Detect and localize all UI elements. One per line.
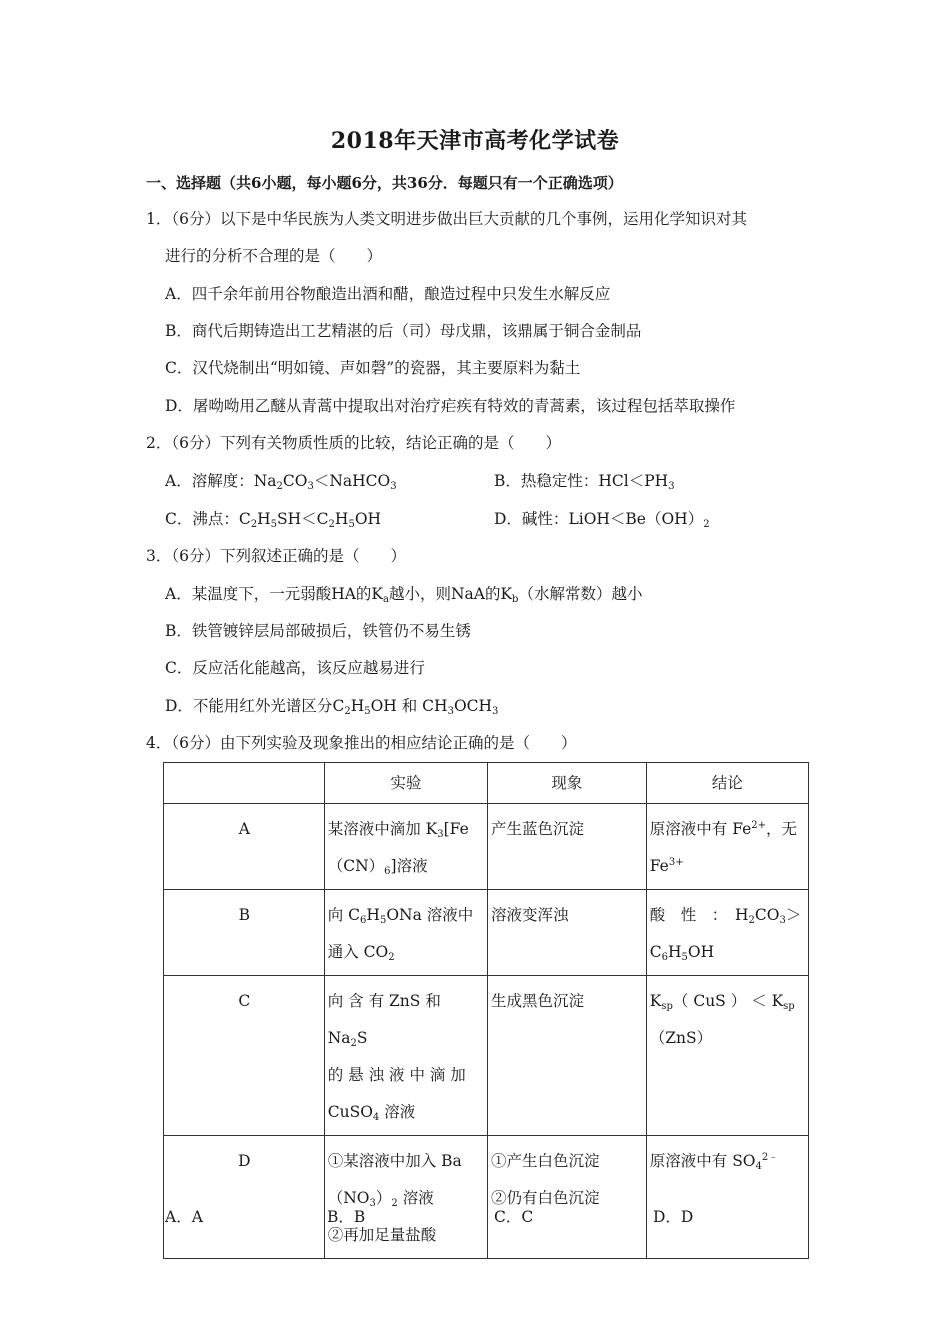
q1-option-c: C．汉代烧制出“明如镜、声如磬”的瓷器，其主要原料为黏土 [165,359,581,377]
q1-option-b: B．商代后期铸造出工艺精湛的后（司）母戊鼎，该鼎属于铜合金制品 [165,322,642,340]
q2-option-a: A．溶解度：$Na_2CO_3<NaHCO_3$ [165,472,397,492]
header-cell-experiment: 实验 [324,763,487,804]
q1-option-a: A．四千余年前用谷物酿造出酒和醋，酿造过程中只发生水解反应 [165,285,611,303]
q2-option-d: D．碱性：$LiOH<Be(OH)_2$ [494,510,710,530]
q3-stem: 3．（6分）下列叙述正确的是（ ） [146,547,406,565]
phenomenon-cell: 溶液变浑浊 [487,890,646,976]
phenomenon-cell: ①产生白色沉淀 ②仍有白色沉淀 [487,1136,646,1259]
page-title: 2018年天津市高考化学试卷 [330,128,620,154]
conclusion-cell: 原溶液中有 $SO_4^{2﹣}$ [646,1136,808,1259]
conclusion-cell: 酸 性 ： $H_2CO_3>$ $C_6H_5OH$ [646,890,808,976]
row-label: D [164,1136,325,1259]
header-cell-empty [164,763,325,804]
q1-stem-line2: 进行的分析不合理的是（ ） [165,247,383,265]
phenomenon-cell: 产生蓝色沉淀 [487,804,646,890]
table-row [164,804,809,890]
q4-option-c: C．C [494,1208,534,1226]
row-label: C [164,976,325,1136]
q3-option-a: A．某温度下，一元弱酸HA的$K_a$越小，则NaA的$K_b$（水解常数）越小 [165,585,643,605]
q2-stem: 2．（6分）下列有关物质性质的比较，结论正确的是（ ） [146,434,561,452]
q3-option-d: D．不能用红外光谱区分$C_2H_5OH$ 和 $CH_3OCH_3$ [165,697,499,717]
experiment-cell: 向 $C_6H_5ONa$ 溶液中 通入 $CO_2$ [324,890,487,976]
table-row [164,976,809,1136]
q3-option-c: C．反应活化能越高，该反应越易进行 [165,659,425,677]
q2-option-c: C．沸点：$C_2H_5SH<C_2H_5OH$ [165,510,382,530]
experiment-cell: ①某溶液中加入 Ba $(NO_3)_2$ 溶液 ②再加足量盐酸 [324,1136,487,1259]
conclusion-cell: $K_{sp}$（ CuS ） ＜ $K_{sp}$ （ZnS） [646,976,808,1136]
q3-option-b: B．铁管镀锌层局部破损后，铁管仍不易生锈 [165,622,471,640]
q4-option-d: D．D [653,1208,694,1226]
experiment-cell: 某溶液中滴加 $K_3[Fe$ $(CN)_6$]溶液 [324,804,487,890]
conclusion-cell: 原溶液中有 $Fe^{2+}$，无 $Fe^{3+}$ [646,804,808,890]
section-heading: 一、选择题（共6小题，每小题6分，共36分．每题只有一个正确选项） [146,174,623,192]
q1-option-d: D．屠呦呦用乙醚从青蒿中提取出对治疗疟疾有特效的青蒿素，该过程包括萃取操作 [165,397,736,415]
q2-option-b: B．热稳定性：$HCl<PH_3$ [494,472,675,492]
q4-option-b: B．B [327,1208,366,1226]
header-cell-phenomenon: 现象 [487,763,646,804]
header-cell-conclusion: 结论 [646,763,808,804]
experiment-table [163,762,809,1259]
experiment-cell: 向 含 有 ZnS 和 $Na_2S$ 的 悬 浊 液 中 滴 加 CuSO$_4$ 溶液 [324,976,487,1136]
q4-stem: 4．（6分）由下列实验及现象推出的相应结论正确的是（ ） [146,734,577,752]
q4-option-a: A．A [165,1208,203,1226]
row-label: A [164,804,325,890]
phenomenon-cell: 生成黑色沉淀 [487,976,646,1136]
table-row [164,1136,809,1259]
table-header-row [164,763,809,804]
row-label: B [164,890,325,976]
q1-stem-line1: 1．（6分）以下是中华民族为人类文明进步做出巨大贡献的几个事例，运用化学知识对其 [146,210,747,228]
table-row [164,890,809,976]
